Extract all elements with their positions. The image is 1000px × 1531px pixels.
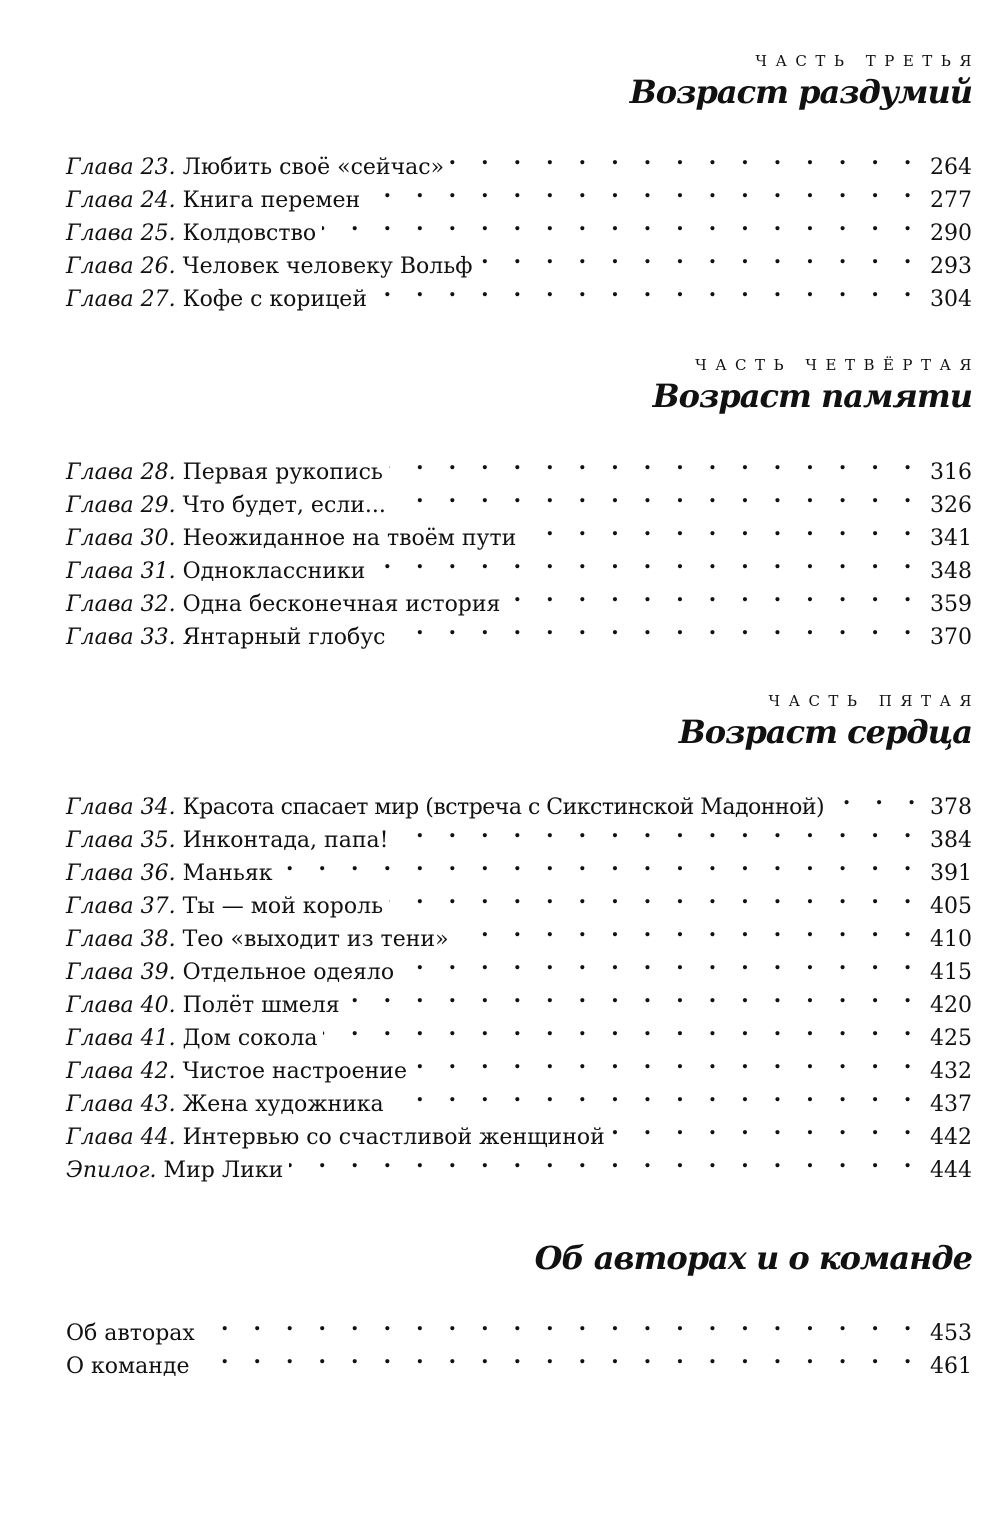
dot-leader (450, 141, 920, 174)
dot-leader (394, 814, 920, 847)
dot-leader (391, 611, 920, 644)
toc-entry[interactable] (66, 141, 972, 180)
part-3-entries (66, 141, 972, 312)
page-number: 277 (930, 188, 972, 213)
chapter-title: Тео «выходит из тени» (182, 927, 449, 952)
chapter-prefix: Глава 34. (66, 795, 176, 820)
chapter-title: Книга перемен (182, 188, 361, 213)
part-header-3 (66, 52, 980, 112)
chapter-title: Колдовство (182, 221, 317, 246)
chapter-title: Кофе с корицей (182, 287, 367, 312)
chapter-prefix: Глава 26. (66, 254, 176, 279)
dot-leader (506, 578, 920, 611)
page-number: 341 (930, 526, 972, 551)
dot-leader (390, 1078, 920, 1111)
chapter-title: Об авторах (66, 1321, 195, 1346)
chapter-title: Мир Лики (163, 1158, 284, 1183)
chapter-title: Янтарный глобус (182, 625, 386, 650)
page-number: 316 (930, 460, 972, 485)
chapter-prefix: Глава 31. (66, 559, 176, 584)
dot-leader (392, 479, 920, 512)
chapter-prefix: Глава 38. (66, 927, 176, 952)
page-number: 293 (930, 254, 972, 279)
chapter-prefix: Эпилог. (66, 1158, 157, 1183)
dot-leader (346, 979, 920, 1012)
chapter-prefix: Глава 39. (66, 960, 176, 985)
page-number: 453 (930, 1321, 972, 1346)
dot-leader (522, 512, 920, 545)
chapter-title: Инконтада, папа! (182, 828, 389, 853)
toc-entry[interactable] (66, 1307, 972, 1346)
chapter-title: Жена художника (182, 1092, 384, 1117)
part-5-entries (66, 781, 972, 1183)
authors-entries (66, 1307, 972, 1379)
chapter-title: Красота спасает мир (встреча с Сикстинской Мадонной) (182, 795, 825, 820)
page-number: 378 (930, 795, 972, 820)
chapter-prefix: Глава 37. (66, 894, 176, 919)
page-number: 391 (930, 861, 972, 886)
chapter-title: Одноклассники (182, 559, 366, 584)
part-title: Возраст раздумий (629, 73, 972, 111)
dot-leader (323, 1012, 920, 1045)
page-number: 442 (930, 1125, 972, 1150)
dot-leader (373, 273, 920, 306)
dot-leader (289, 1144, 920, 1177)
page-number: 425 (930, 1026, 972, 1051)
page-number: 405 (930, 894, 972, 919)
chapter-title: Одна бесконечная история (182, 592, 501, 617)
part-title: Об авторах и о команде (534, 1239, 972, 1277)
page-number: 348 (930, 559, 972, 584)
chapter-prefix: Глава 33. (66, 625, 176, 650)
toc-entry[interactable] (66, 781, 972, 820)
chapter-title: Любить своё «сейчас» (182, 155, 445, 180)
chapter-title: Неожиданное на твоём пути (182, 526, 517, 551)
page-number: 444 (930, 1158, 972, 1183)
chapter-title: Полёт шмеля (182, 993, 340, 1018)
chapter-prefix: Глава 27. (66, 287, 176, 312)
page-number: 326 (930, 493, 972, 518)
dot-leader (279, 847, 920, 880)
chapter-prefix: Глава 28. (66, 460, 176, 485)
part-label: ЧАСТЬ ПЯТАЯ (768, 692, 980, 710)
chapter-prefix: Глава 29. (66, 493, 176, 518)
dot-leader (413, 1045, 920, 1078)
chapter-prefix: Глава 25. (66, 221, 176, 246)
chapter-title: Чистое настроение (182, 1059, 407, 1084)
chapter-prefix: Глава 24. (66, 188, 176, 213)
chapter-title: О команде (66, 1354, 190, 1379)
page-number: 410 (930, 927, 972, 952)
chapter-prefix: Глава 30. (66, 526, 176, 551)
dot-leader (611, 1111, 920, 1144)
chapter-prefix: Глава 36. (66, 861, 176, 886)
page-number: 304 (930, 287, 972, 312)
chapter-title: Маньяк (182, 861, 273, 886)
page-number: 384 (930, 828, 972, 853)
part-label: ЧАСТЬ ТРЕТЬЯ (755, 52, 980, 70)
page-number: 290 (930, 221, 972, 246)
chapter-prefix: Глава 32. (66, 592, 176, 617)
page-number: 437 (930, 1092, 972, 1117)
page-number: 420 (930, 993, 972, 1018)
chapter-prefix: Глава 35. (66, 828, 176, 853)
toc-entry[interactable] (66, 446, 972, 485)
chapter-prefix: Глава 42. (66, 1059, 176, 1084)
dot-leader (826, 781, 924, 814)
dot-leader (322, 207, 920, 240)
chapter-prefix: Глава 40. (66, 993, 176, 1018)
part-title: Возраст сердца (678, 713, 972, 751)
page-number: 264 (930, 155, 972, 180)
dot-leader (371, 545, 920, 578)
dot-leader (478, 240, 920, 273)
chapter-title: Отдельное одеяло (182, 960, 395, 985)
chapter-title: Человек человеку Вольф (182, 254, 473, 279)
dot-leader (455, 913, 920, 946)
dot-leader (195, 1340, 920, 1373)
dot-leader (201, 1307, 920, 1340)
dot-leader (389, 880, 920, 913)
page-number: 415 (930, 960, 972, 985)
dot-leader (366, 174, 920, 207)
chapter-title: Первая рукопись (182, 460, 383, 485)
chapter-title: Ты — мой король (182, 894, 384, 919)
chapter-prefix: Глава 44. (66, 1125, 176, 1150)
page-number: 359 (930, 592, 972, 617)
part-4-entries (66, 446, 972, 650)
page-number: 461 (930, 1354, 972, 1379)
page-number: 370 (930, 625, 972, 650)
page-number: 432 (930, 1059, 972, 1084)
toc-entry[interactable] (66, 1340, 972, 1379)
chapter-title: Что будет, если... (182, 493, 386, 518)
part-title: Возраст памяти (652, 377, 972, 415)
chapter-prefix: Глава 41. (66, 1026, 176, 1051)
dot-leader (400, 946, 920, 979)
part-header-4 (66, 356, 980, 416)
part-header-5 (66, 692, 980, 752)
chapter-prefix: Глава 43. (66, 1092, 176, 1117)
chapter-prefix: Глава 23. (66, 155, 176, 180)
chapter-title: Дом сокола (182, 1026, 318, 1051)
chapter-title: Интервью со счастливой женщиной (182, 1125, 605, 1150)
dot-leader (389, 446, 920, 479)
part-label: ЧАСТЬ ЧЕТВЁРТАЯ (695, 356, 980, 374)
part-header-authors (66, 1236, 972, 1278)
